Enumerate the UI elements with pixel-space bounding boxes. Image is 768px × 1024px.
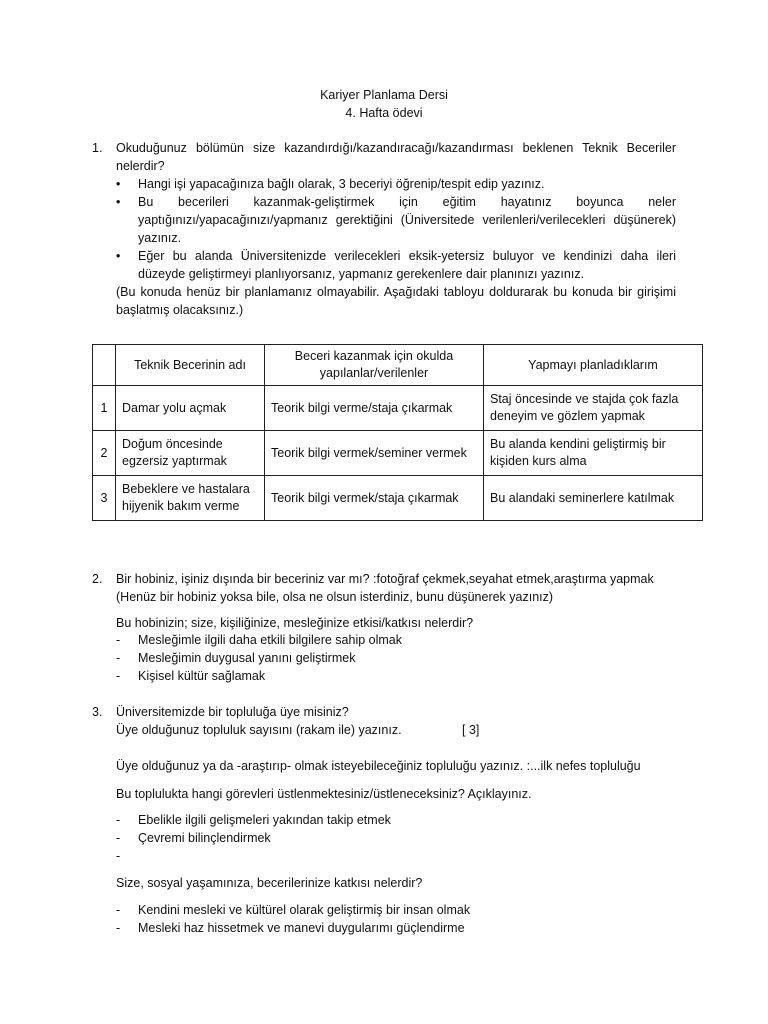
table-row bbox=[93, 476, 703, 521]
list-item bbox=[116, 631, 676, 649]
planned-cell: Staj öncesinde ve stajda çok fazla deneyim ve gözlem yapmak bbox=[484, 386, 703, 431]
dash-marker: - bbox=[116, 903, 121, 917]
question-3-contributions bbox=[116, 901, 676, 937]
dash-marker: - bbox=[116, 651, 121, 665]
bullet-text: Hangi işi yapacağınıza bağlı olarak, 3 beceriyi öğrenip/tespit edip yazınız. bbox=[138, 177, 545, 191]
question-2-answers bbox=[116, 631, 676, 685]
list-item bbox=[116, 901, 676, 919]
question-2-text: Bir hobiniz, işiniz dışında bir beceriniz var mı? :fotoğraf çekmek,seyahat etmek,araştırma yapmak bbox=[116, 572, 654, 586]
question-1-number: 1. bbox=[92, 141, 103, 155]
school-provided-cell: Teorik bilgi verme/staja çıkarmak bbox=[265, 386, 484, 431]
answer-text: Kendini mesleki ve kültürel olarak geliştirmiş bir insan olmak bbox=[138, 903, 471, 917]
answer-text: Çevremi bilinçlendirmek bbox=[138, 831, 271, 845]
bullet-text: Bu becerileri kazanmak-geliştirmek için eğitim hayatınız boyunca neler yaptığınızı/yapacağınızı/yapmanız gerektiğini (Üniversitede verilenleri/verilecekleri düşünerek) yazınız. bbox=[138, 195, 676, 245]
dash-marker: - bbox=[116, 831, 121, 845]
row-number: 1 bbox=[93, 386, 116, 431]
document-subtitle: 4. Hafta ödevi bbox=[345, 106, 423, 120]
bullet-text: Eğer bu alanda Üniversitenizde verilecekleri eksik-yetersiz buluyor ve kendinizi daha ileri düzeyde geliştirmeyi planlıyorsanız, yapmanız gerekenlere dair planınızı yazınız. bbox=[138, 249, 676, 281]
question-3-text: Üniversitemizde bir topluluğa üye misiniz? bbox=[116, 705, 349, 719]
skill-name-cell: Doğum öncesinde egzersiz yaptırmak bbox=[116, 431, 265, 476]
table-header-cell bbox=[93, 345, 116, 386]
question-3-contrib-question: Size, sosyal yaşamınıza, becerilerinize katkısı nelerdir? bbox=[116, 876, 423, 890]
question-2-number: 2. bbox=[92, 572, 103, 586]
answer-text: Mesleğimle ilgili daha etkili bilgilere sahip olmak bbox=[138, 633, 403, 647]
row-number: 3 bbox=[93, 476, 116, 521]
table-header-row bbox=[93, 345, 703, 386]
question-3-member-line: Üye olduğunuz ya da -araştırıp- olmak isteyebileceğiniz topluluğu yazınız. :...ilk nefes topluluğu bbox=[116, 759, 641, 773]
list-item bbox=[116, 649, 676, 667]
question-1-bullets bbox=[116, 175, 676, 283]
table-row bbox=[93, 386, 703, 431]
document-title: Kariyer Planlama Dersi bbox=[320, 88, 448, 102]
question-1-note: (Bu konuda henüz bir planlamanız olmayabilir. Aşağıdaki tabloyu doldurarak bu konuda bir girişimi başlatmış olacaksınız.) bbox=[116, 285, 676, 317]
row-number: 2 bbox=[93, 431, 116, 476]
list-item bbox=[116, 667, 676, 685]
table-row bbox=[93, 431, 703, 476]
answer-text: Mesleki haz hissetmek ve manevi duygularımı güçlendirme bbox=[138, 921, 465, 935]
question-3-count-question: Üye olduğunuz topluluk sayısını (rakam ile) yazınız. bbox=[116, 723, 402, 737]
list-item bbox=[116, 175, 676, 193]
list-item bbox=[116, 919, 676, 937]
list-item bbox=[116, 829, 676, 847]
question-2-note: (Henüz bir hobiniz yoksa bile, olsa ne olsun isterdiniz, bunu düşünerek yazınız) bbox=[116, 590, 554, 604]
list-item bbox=[116, 193, 676, 247]
answer-text: Mesleğimin duygusal yanını geliştirmek bbox=[138, 651, 356, 665]
planned-cell: Bu alanda kendini geliştirmiş bir kişiden kurs alma bbox=[484, 431, 703, 476]
dash-marker: - bbox=[116, 921, 121, 935]
list-item bbox=[116, 247, 676, 283]
planned-cell: Bu alandaki seminerlere katılmak bbox=[484, 476, 703, 521]
dash-marker: - bbox=[116, 669, 121, 683]
list-item bbox=[116, 811, 676, 829]
skill-name-cell: Damar yolu açmak bbox=[116, 386, 265, 431]
question-3-tasks-question: Bu toplulukta hangi görevleri üstlenmektesiniz/üstleneceksiniz? Açıklayınız. bbox=[116, 787, 532, 801]
question-3-count-answer: [ 3] bbox=[462, 723, 480, 737]
question-1-text: Okuduğunuz bölümün size kazandırdığı/kazandıracağı/kazandırması beklenen Teknik Beceriler nelerdir? bbox=[116, 141, 676, 173]
answer-text: Kişisel kültür sağlamak bbox=[138, 669, 266, 683]
skills-table bbox=[92, 344, 703, 521]
list-item bbox=[116, 847, 676, 865]
dash-marker: - bbox=[116, 633, 121, 647]
question-3-tasks bbox=[116, 811, 676, 865]
table-header-cell: Yapmayı planladıklarım bbox=[484, 345, 703, 386]
answer-text: Ebelikle ilgili gelişmeleri yakından takip etmek bbox=[138, 813, 391, 827]
bullet-icon: • bbox=[116, 177, 121, 191]
table-header-cell: Teknik Becerinin adı bbox=[116, 345, 265, 386]
question-2-subquestion: Bu hobinizin; size, kişiliğinize, mesleğinize etkisi/katkısı nelerdir? bbox=[116, 616, 474, 630]
skill-name-cell: Bebeklere ve hastalara hijyenik bakım verme bbox=[116, 476, 265, 521]
bullet-icon: • bbox=[116, 195, 121, 209]
school-provided-cell: Teorik bilgi vermek/staja çıkarmak bbox=[265, 476, 484, 521]
table-header-cell: Beceri kazanmak için okulda yapılanlar/verilenler bbox=[265, 345, 484, 386]
school-provided-cell: Teorik bilgi vermek/seminer vermek bbox=[265, 431, 484, 476]
bullet-icon: • bbox=[116, 249, 121, 263]
question-3-number: 3. bbox=[92, 705, 103, 719]
dash-marker: - bbox=[116, 813, 121, 827]
dash-marker: - bbox=[116, 849, 121, 863]
